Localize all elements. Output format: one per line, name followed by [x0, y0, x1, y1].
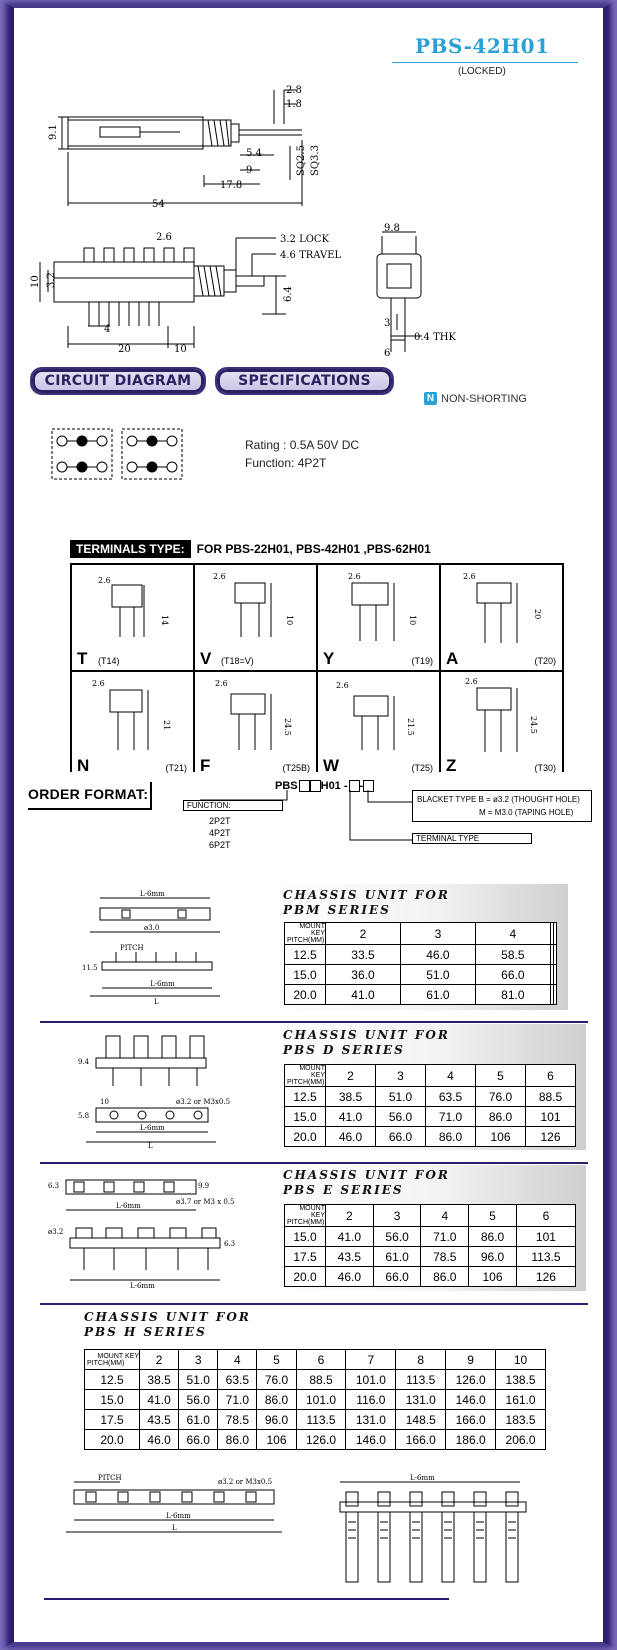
h-label-l: L	[172, 1524, 177, 1532]
terminal-drawing-z	[441, 672, 561, 772]
dim-lock: 3.2 LOCK	[280, 234, 330, 245]
pbm-label-d30: ø3.0	[144, 924, 160, 932]
dim-2-8: 2.8	[286, 85, 302, 96]
table-header: 9	[446, 1350, 496, 1370]
table-corner: MOUNT KEY PITCH(MM)	[85, 1350, 140, 1370]
table-header: 6	[516, 1205, 575, 1227]
e-title-line2: PBS E SERIES	[283, 1183, 404, 1197]
table-row: 12.5 33.5 46.0 58.5	[285, 945, 557, 965]
terminal-letter: Y	[323, 649, 335, 668]
e-label-hole: ø3.7 or M3 x 0.5	[176, 1198, 235, 1206]
table-row: 17.5 43.5 61.0 78.5 96.0 113.5 131.0 148.5 166.0 183.5	[85, 1410, 546, 1430]
pbm-title	[283, 888, 450, 918]
terminal-drawing-y	[318, 565, 438, 665]
h-label-pitch: PITCH	[98, 1474, 122, 1482]
terminal-code: (T25)	[411, 763, 433, 773]
table-row: 15.0 36.0 51.0 66.0	[285, 965, 557, 985]
dim-travel: 4.6 TRAVEL	[280, 250, 342, 261]
dim-3-2: 3.2	[46, 272, 57, 288]
terminal-letter: V	[200, 649, 212, 668]
non-shorting-icon: N	[424, 392, 437, 405]
terminal-cell-z	[441, 672, 562, 777]
h-label-hole: ø3.2 or M3x0.5	[218, 1478, 273, 1486]
table-header: 2	[326, 1065, 376, 1087]
d-title	[283, 1028, 450, 1058]
table-row: 20.0 46.0 66.0 86.0 106 126	[285, 1127, 576, 1147]
table-corner: MOUNT KEY PITCH(MM)	[285, 1205, 326, 1227]
table-header: 2	[326, 923, 401, 945]
d-title-line2: PBS D SERIES	[283, 1043, 405, 1057]
order-terminal-label: TERMINAL TYPE	[416, 834, 480, 843]
table-row: 15.0 41.0 56.0 71.0 86.0 101	[285, 1107, 576, 1127]
terminal-code: (T18=V)	[221, 656, 254, 666]
drawing-top-view	[40, 80, 370, 210]
terminal-code: (T21)	[165, 763, 187, 773]
terminal-cell-y	[318, 565, 439, 670]
terminals-label: TERMINALS TYPE:	[70, 540, 191, 558]
dim-thk: 0.4 THK	[414, 332, 456, 343]
h-chassis-drawing-right	[320, 1474, 550, 1589]
table-header: 6	[296, 1350, 346, 1370]
svg-text:2.6: 2.6	[213, 572, 226, 581]
svg-text:10: 10	[285, 615, 294, 626]
specifications-button[interactable]: SPECIFICATIONS	[215, 367, 394, 395]
table-header: 7	[346, 1350, 396, 1370]
svg-text:2.6: 2.6	[92, 679, 105, 688]
pbm-label-l6mm-b: L-6mm	[150, 980, 175, 988]
dim-6: 6	[384, 348, 391, 359]
d-label-e: 5.8	[78, 1112, 90, 1120]
divider	[40, 1303, 588, 1305]
drawing-side-view	[362, 222, 482, 362]
e-label-l6mm: L-6mm	[116, 1202, 141, 1210]
order-format-label: ORDER FORMAT:	[28, 786, 149, 802]
order-bracket-box	[412, 790, 592, 822]
non-shorting-label: NON-SHORTING	[441, 392, 527, 405]
table-header: 3	[373, 1205, 421, 1227]
d-title-line1: CHASSIS UNIT FOR	[283, 1028, 450, 1042]
dim-10-left: 10	[30, 275, 41, 288]
dim-3: 3	[384, 318, 391, 329]
terminal-cell-a	[441, 565, 562, 670]
d-table	[284, 1064, 576, 1147]
table-row: 12.5 38.5 51.0 63.5 76.0 88.5	[285, 1087, 576, 1107]
terminal-drawing-f	[195, 672, 315, 772]
d-label-l: L	[148, 1142, 153, 1148]
order-bracket-line2: M = M3.0 (TAPING HOLE)	[479, 808, 574, 817]
dim-9-8: 9.8	[384, 223, 400, 234]
table-corner: MOUNT KEY PITCH(MM)	[285, 923, 326, 945]
table-header: 5	[469, 1205, 517, 1227]
terminal-letter: A	[446, 649, 459, 668]
dim-4: 4	[104, 324, 111, 335]
terminal-code: (T30)	[534, 763, 556, 773]
table-header: 5	[257, 1350, 296, 1370]
h-title	[84, 1310, 251, 1340]
terminal-letter: Z	[446, 756, 457, 775]
table-row: 15.0 41.0 56.0 71.0 86.0 101	[285, 1227, 576, 1247]
page-title: PBS-42H01	[415, 34, 550, 58]
svg-text:24.5: 24.5	[283, 718, 292, 736]
pbm-label-pitch: PITCH	[120, 944, 144, 952]
e-label-d32: ø3.2	[48, 1228, 64, 1236]
table-corner: MOUNT KEY PITCH(MM)	[285, 1065, 326, 1087]
e-title	[283, 1168, 450, 1198]
title-underline	[392, 62, 578, 63]
svg-text:14: 14	[160, 615, 169, 626]
pbm-chassis-drawing	[80, 890, 270, 1010]
h-title-line2: PBS H SERIES	[84, 1325, 207, 1339]
e-label-l6mm-b: L-6mm	[130, 1282, 155, 1290]
terminal-cell-n	[72, 672, 193, 777]
table-header: 6	[526, 1065, 576, 1087]
table-row: 20.0 46.0 66.0 86.0 106 126	[285, 1267, 576, 1287]
dim-17-8: 17.8	[220, 180, 243, 191]
order-terminal-box	[412, 833, 532, 844]
terminal-cell-t	[72, 565, 193, 670]
order-function-item: 2P2T	[209, 816, 231, 826]
terminal-code: (T14)	[98, 656, 120, 666]
svg-text:21: 21	[162, 720, 171, 731]
table-header: 3	[400, 923, 475, 945]
d-label-hole: ø3.2 or M3x0.5	[176, 1098, 231, 1106]
terminal-letter: F	[200, 756, 211, 775]
e-label-c: 6.3	[224, 1240, 236, 1248]
terminal-letter: N	[77, 756, 90, 775]
order-functions	[209, 815, 231, 851]
bottom-divider	[44, 1598, 449, 1600]
svg-text:2.6: 2.6	[463, 572, 476, 581]
order-function-label: FUNCTION:	[187, 801, 231, 810]
table-header: 3	[376, 1065, 426, 1087]
svg-text:2.6: 2.6	[465, 677, 478, 686]
e-label-f: 9.9	[198, 1182, 210, 1190]
table-header: 10	[496, 1350, 546, 1370]
svg-text:2.6: 2.6	[98, 576, 111, 585]
terminals-header	[70, 540, 431, 558]
pbm-title-line1: CHASSIS UNIT FOR	[283, 888, 450, 902]
table-header: 3	[179, 1350, 218, 1370]
d-chassis-drawing	[76, 1028, 271, 1148]
circuit-diagram-button[interactable]: CIRCUIT DIAGRAM	[30, 367, 206, 395]
pbm-label-l: L	[154, 998, 159, 1006]
circuit-diagram	[48, 425, 198, 485]
non-shorting-badge	[424, 392, 527, 405]
table-row: 20.0 41.0 61.0 81.0	[285, 985, 557, 1005]
page-subtitle: (LOCKED)	[458, 66, 506, 77]
terminal-letter: T	[77, 649, 88, 668]
table-row: 17.5 43.5 61.0 78.5 96.0 113.5	[285, 1247, 576, 1267]
dim-9: 9	[246, 165, 253, 176]
h-label-l6mm-right: L-6mm	[410, 1474, 435, 1482]
h-title-line1: CHASSIS UNIT FOR	[84, 1310, 251, 1324]
pbm-label-a: 11.5	[82, 964, 98, 972]
dim-20: 20	[118, 344, 131, 355]
order-function-item: 4P2T	[209, 828, 231, 838]
divider	[40, 1162, 588, 1164]
table-header	[553, 923, 556, 945]
dim-5-4: 5.4	[246, 148, 262, 159]
order-code-prefix: PBS	[275, 780, 298, 792]
dim-sq33: SQ3.3	[310, 145, 321, 176]
terminal-code: (T25B)	[282, 763, 310, 773]
table-header: 4	[426, 1065, 476, 1087]
e-table	[284, 1204, 576, 1287]
terminal-drawing-v	[195, 565, 315, 665]
terminal-cell-f	[195, 672, 316, 777]
svg-text:20: 20	[533, 609, 542, 620]
pbm-label-l6mm: L-6mm	[140, 890, 165, 898]
order-code-dash: -	[359, 780, 364, 792]
dim-54: 54	[152, 199, 165, 210]
table-row: 12.5 38.5 51.0 63.5 76.0 88.5 101.0 113.5 126.0 138.5	[85, 1370, 546, 1390]
table-header: 5	[476, 1065, 526, 1087]
pbm-title-line2: PBM SERIES	[283, 903, 391, 917]
terminal-drawing-a	[441, 565, 561, 665]
table-header: 4	[218, 1350, 257, 1370]
dim-2-6: 2.6	[156, 232, 172, 243]
terminal-cell-w	[318, 672, 439, 777]
h-chassis-drawing-left	[60, 1472, 290, 1542]
d-label-b: 9.4	[78, 1058, 90, 1066]
order-function-item: 6P2T	[209, 840, 231, 850]
terminal-drawing-t	[72, 565, 192, 665]
pbm-table	[284, 922, 557, 1005]
dim-9-1: 9.1	[48, 124, 59, 140]
h-label-l6mm: L-6mm	[166, 1512, 191, 1520]
table-row: 20.0 46.0 66.0 86.0 106 126.0 146.0 166.0 186.0 206.0	[85, 1430, 546, 1450]
dim-10-bottom: 10	[174, 344, 187, 355]
terminals-grid	[70, 563, 564, 775]
h-table	[84, 1349, 546, 1450]
divider	[40, 1021, 588, 1023]
svg-text:21.5: 21.5	[406, 718, 415, 736]
d-label-l6mm: L-6mm	[140, 1124, 165, 1132]
dim-1-8: 1.8	[286, 99, 302, 110]
terminal-code: (T19)	[411, 656, 433, 666]
table-header: 4	[475, 923, 550, 945]
table-header: 8	[396, 1350, 446, 1370]
table-header: 2	[326, 1205, 374, 1227]
table-header: 2	[140, 1350, 179, 1370]
terminal-code: (T20)	[534, 656, 556, 666]
svg-text:10: 10	[408, 615, 417, 626]
order-bracket-line1: BLACKET TYPE B = ø3.2 (THOUGHT HOLE)	[417, 795, 580, 804]
d-label-d: 10	[100, 1098, 109, 1106]
terminal-drawing-n	[72, 672, 192, 772]
e-title-line1: CHASSIS UNIT FOR	[283, 1168, 450, 1182]
svg-text:2.6: 2.6	[348, 572, 361, 581]
svg-text:2.6: 2.6	[336, 681, 349, 690]
drawing-front-view	[26, 226, 356, 361]
e-label-e: 6.3	[48, 1182, 60, 1190]
table-header: 4	[421, 1205, 469, 1227]
dim-6-4: 6.4	[283, 286, 294, 302]
svg-text:24.5: 24.5	[529, 716, 538, 734]
e-chassis-drawing	[46, 1170, 271, 1292]
dim-sq25: SQ2.5	[296, 145, 307, 176]
specifications-text	[245, 436, 359, 472]
terminal-cell-v	[195, 565, 316, 670]
order-code-mid: H01 -	[320, 780, 348, 792]
spec-rating: Rating : 0.5A 50V DC	[245, 438, 360, 452]
terminal-letter: W	[323, 756, 340, 775]
table-row: 15.0 41.0 56.0 71.0 86.0 101.0 116.0 131.0 146.0 161.0	[85, 1390, 546, 1410]
spec-function: Function: 4P2T	[245, 456, 327, 470]
order-function-box	[183, 800, 283, 811]
terminals-models: FOR PBS-22H01, PBS-42H01 ,PBS-62H01	[196, 542, 431, 556]
svg-text:2.6: 2.6	[215, 679, 228, 688]
